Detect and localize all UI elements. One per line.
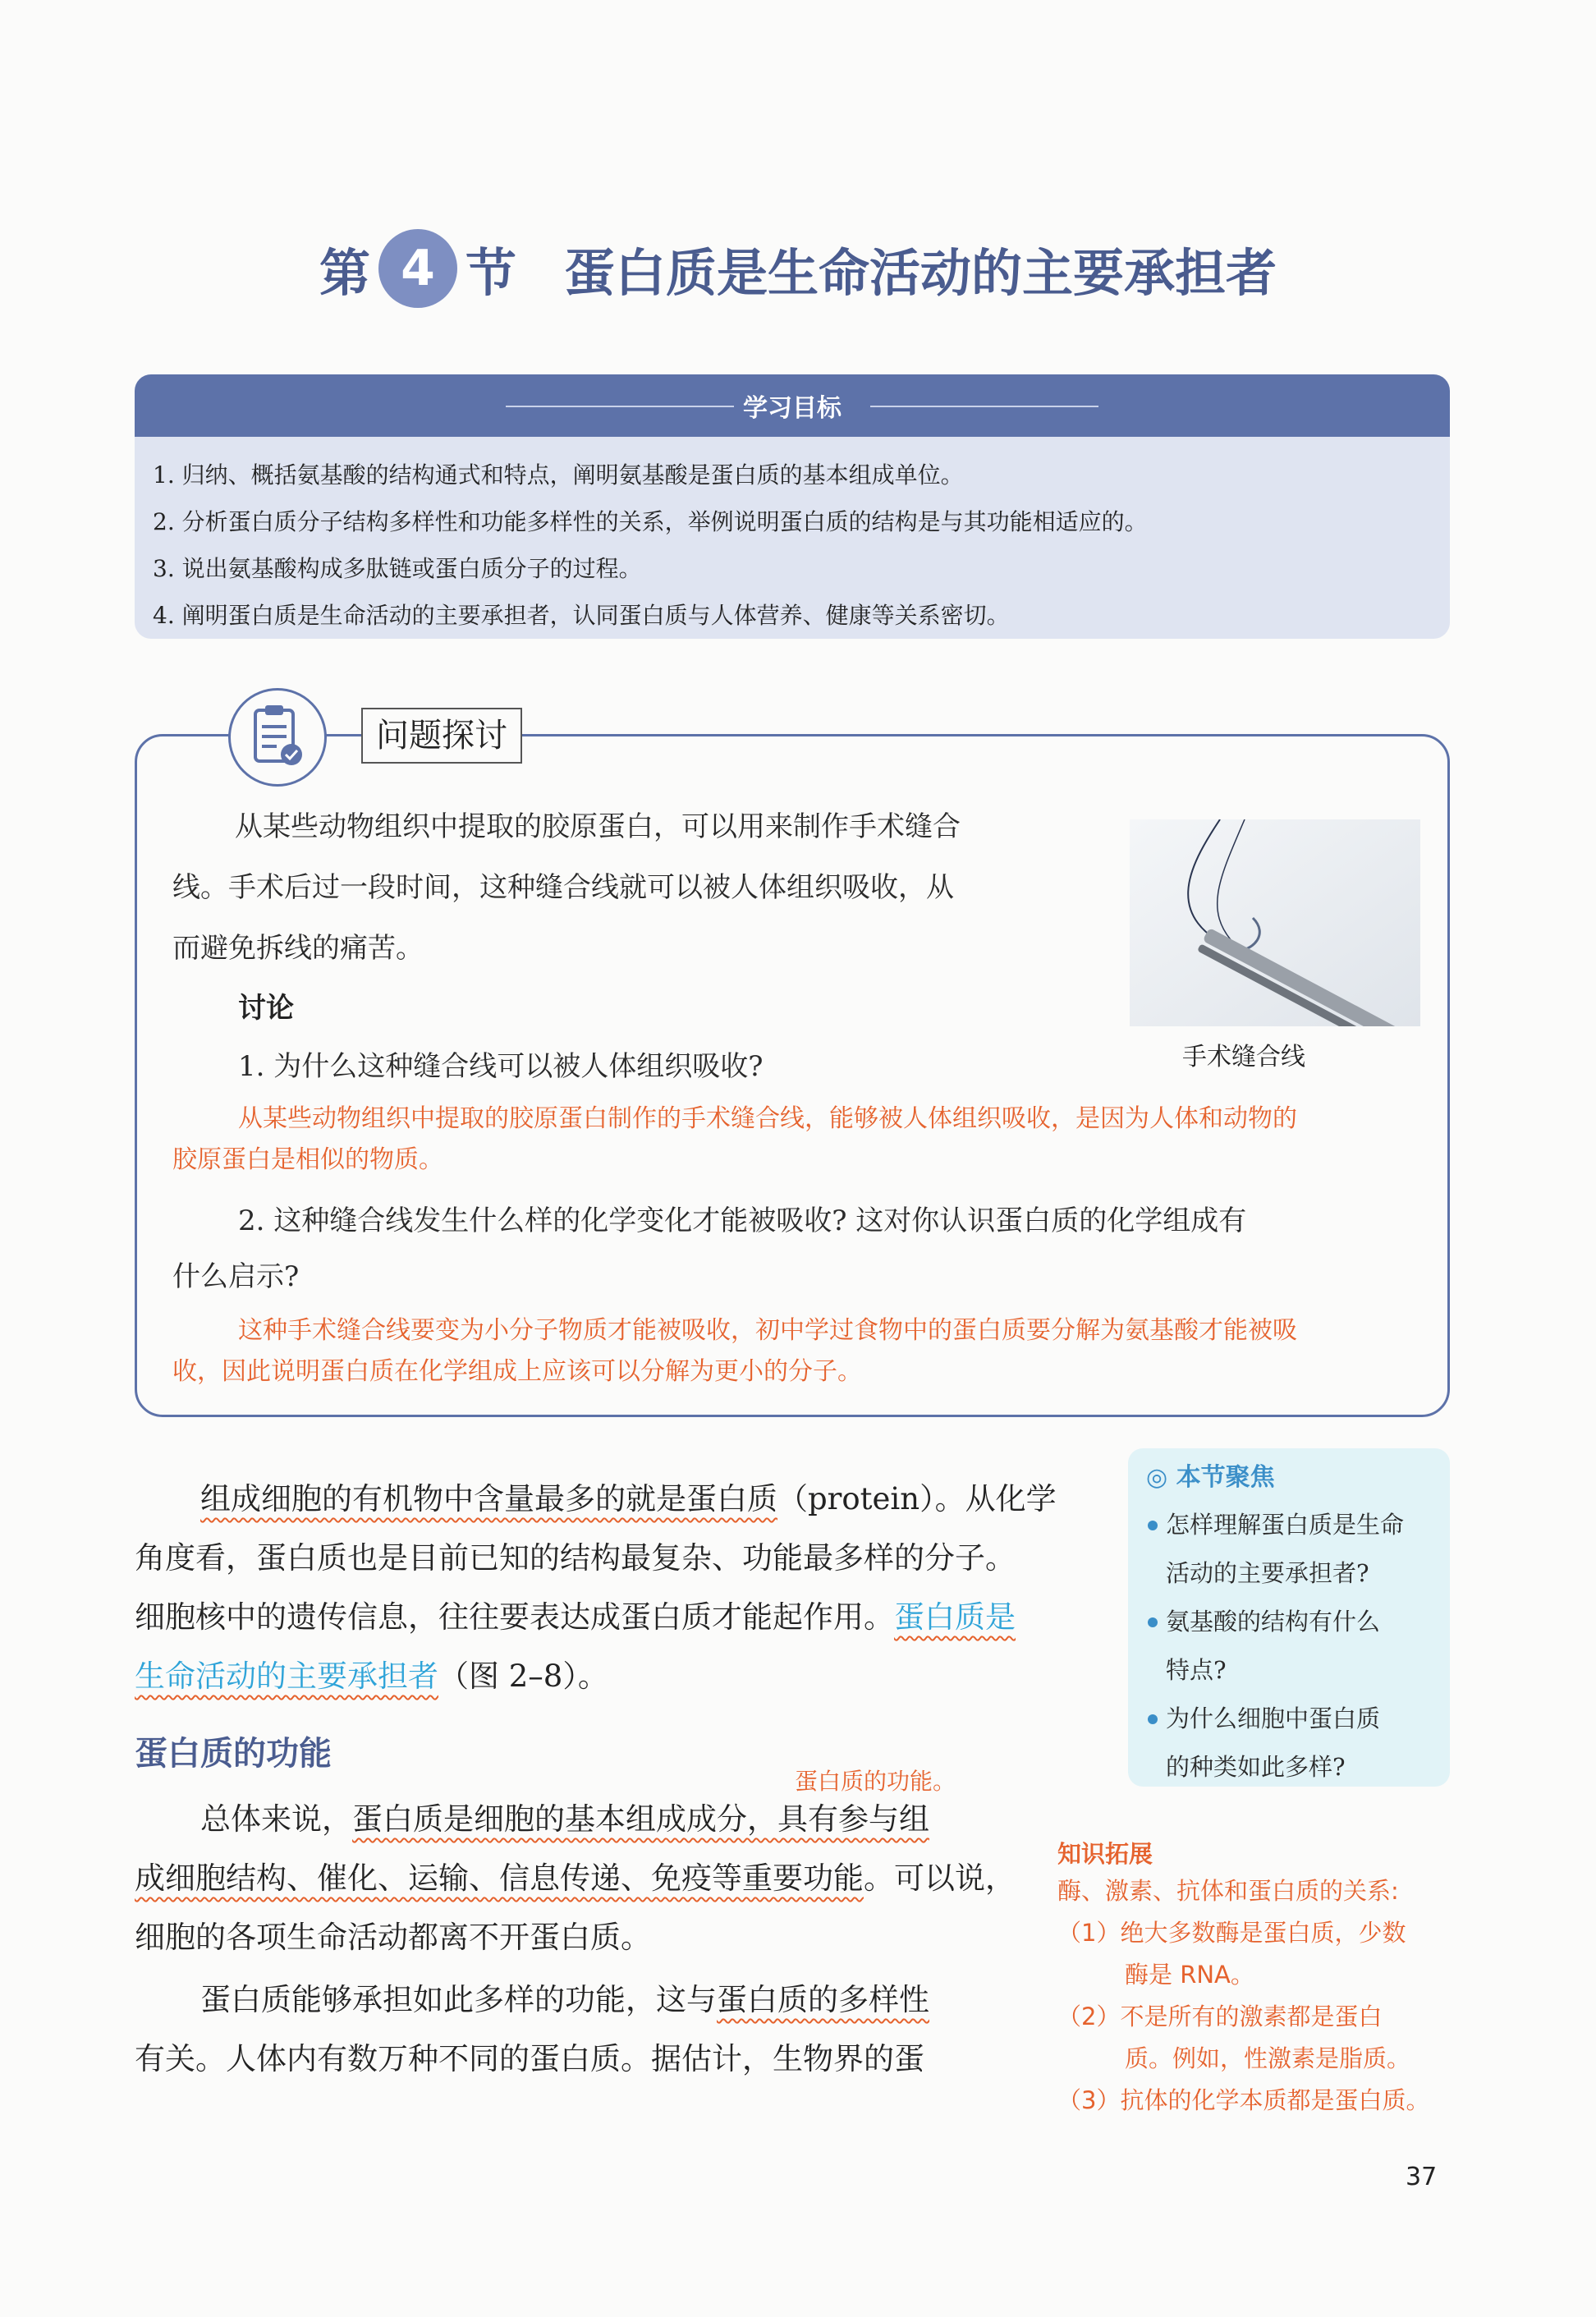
focus-item: 为什么细胞中蛋白质 的种类如此多样? xyxy=(1148,1695,1437,1792)
body-line: 成细胞结构、催化、运输、信息传递、免疫等重要功能。可以说， xyxy=(135,1860,1016,1896)
title-prefix: 第 xyxy=(319,242,370,303)
section-heading: 蛋白质的功能 xyxy=(135,1735,332,1773)
extension-item-cont: 质。例如，性激素是脂质。 xyxy=(1125,2044,1411,2072)
focus-item: 氨基酸的结构有什么 特点? xyxy=(1148,1598,1437,1695)
focus-item: 怎样理解蛋白质是生命 活动的主要承担者? xyxy=(1148,1501,1437,1598)
goal-item: 2. 分析蛋白质分子结构多样性和功能多样性的关系，举例说明蛋白质的结构是与其功能相适应的。 xyxy=(153,508,1148,535)
focus-list xyxy=(1148,1501,1437,1792)
learning-goals-header xyxy=(135,374,1450,437)
section-title xyxy=(0,232,1596,305)
bullet-icon xyxy=(1148,1714,1158,1724)
question-2-line: 什么启示? xyxy=(172,1260,300,1293)
body-line: 生命活动的主要承担者（图 2–8）。 xyxy=(135,1659,608,1694)
discussion-label: 问题探讨 xyxy=(361,708,522,764)
extension-item: （3）抗体的化学本质都是蛋白质。 xyxy=(1057,2086,1430,2114)
question-2-line: 2. 这种缝合线发生什么样的化学变化才能被吸收? 这对你认识蛋白质的化学组成有 xyxy=(238,1204,1247,1237)
extension-item: （1）绝大多数酶是蛋白质，少数 xyxy=(1057,1919,1406,1947)
body-line: 有关。人体内有数万种不同的蛋白质。据估计，生物界的蛋 xyxy=(135,2041,924,2076)
discussion-subheading: 讨论 xyxy=(238,992,294,1025)
goal-item: 1. 归纳、概括氨基酸的结构通式和特点，阐明氨基酸是蛋白质的基本组成单位。 xyxy=(153,461,964,489)
photo-caption: 手术缝合线 xyxy=(1182,1043,1305,1071)
answer-2-line: 收，因此说明蛋白质在化学组成上应该可以分解为更小的分子。 xyxy=(172,1357,862,1386)
question-1: 1. 为什么这种缝合线可以被人体组织吸收? xyxy=(238,1050,764,1083)
title-text: 蛋白质是生命活动的主要承担者 xyxy=(564,242,1277,303)
extension-title: 知识拓展 xyxy=(1057,1840,1153,1868)
bullet-icon xyxy=(1148,1617,1158,1627)
body-line: 细胞的各项生命活动都离不开蛋白质。 xyxy=(135,1920,651,1955)
section-number-badge: 4 xyxy=(378,229,457,308)
clipboard-check-icon xyxy=(228,688,327,787)
learning-goals-heading: 学习目标 xyxy=(743,394,842,423)
body-line: 总体来说，蛋白质是细胞的基本组成成分，具有参与组 xyxy=(200,1801,929,1837)
goal-item: 4. 阐明蛋白质是生命活动的主要承担者，认同蛋白质与人体营养、健康等关系密切。 xyxy=(153,602,1010,629)
discussion-intro-line: 而避免拆线的痛苦。 xyxy=(172,932,424,965)
focus-title: ◎ 本节聚焦 xyxy=(1146,1463,1275,1492)
title-suffix: 节 xyxy=(465,242,516,303)
answer-1-line: 从某些动物组织中提取的胶原蛋白制作的手术缝合线，能够被人体组织吸收，是因为人体和动物的 xyxy=(238,1104,1297,1133)
learning-goals-box xyxy=(135,374,1450,639)
body-line: 角度看，蛋白质也是目前已知的结构最复杂、功能最多样的分子。 xyxy=(135,1540,1016,1576)
margin-note: 蛋白质的功能。 xyxy=(795,1768,956,1795)
page-number: 37 xyxy=(1406,2163,1438,2191)
section-focus-box xyxy=(1128,1448,1450,1787)
extension-item-cont: 酶是 RNA。 xyxy=(1125,1961,1254,1989)
body-line: 组成细胞的有机物中含量最多的就是蛋白质（protein）。从化学 xyxy=(200,1481,1057,1516)
answer-1-line: 胶原蛋白是相似的物质。 xyxy=(172,1145,443,1174)
extension-lead: 酶、激素、抗体和蛋白质的关系: xyxy=(1057,1877,1399,1905)
extension-body xyxy=(1057,1870,1455,2122)
answer-2-line: 这种手术缝合线要变为小分子物质才能被吸收，初中学过食物中的蛋白质要分解为氨基酸才能被吸 xyxy=(238,1316,1297,1345)
bullet-icon xyxy=(1148,1521,1158,1530)
suture-photo xyxy=(1130,819,1420,1026)
body-line: 细胞核中的遗传信息，往往要表达成蛋白质才能起作用。蛋白质是 xyxy=(135,1599,1016,1635)
discussion-intro-line: 线。手术后过一段时间，这种缝合线就可以被人体组织吸收，从 xyxy=(172,871,954,904)
goal-item: 3. 说出氨基酸构成多肽链或蛋白质分子的过程。 xyxy=(153,555,642,582)
discussion-intro-line: 从某些动物组织中提取的胶原蛋白，可以用来制作手术缝合 xyxy=(235,810,961,843)
body-line: 蛋白质能够承担如此多样的功能，这与蛋白质的多样性 xyxy=(200,1982,929,2017)
extension-item: （2）不是所有的激素都是蛋白 xyxy=(1057,2003,1383,2030)
learning-goals-list xyxy=(135,437,1450,639)
